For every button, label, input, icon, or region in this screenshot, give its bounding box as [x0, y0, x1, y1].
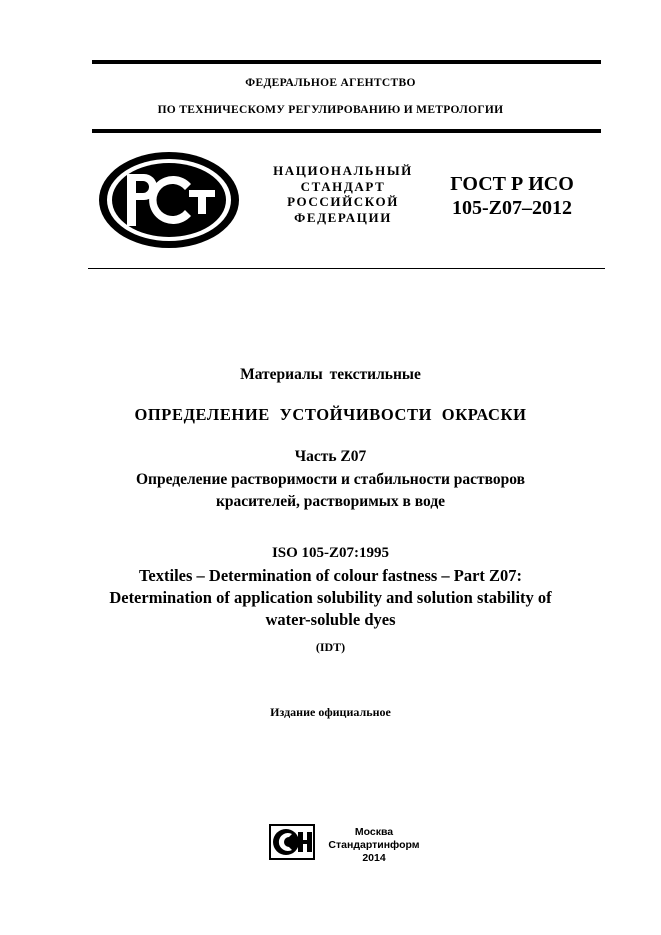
- national-standard-line-3: РОССИЙСКОЙ: [287, 194, 399, 209]
- agency-line-1: ФЕДЕРАЛЬНОЕ АГЕНТСТВО: [245, 77, 416, 89]
- document-part: Часть Z07: [294, 448, 367, 465]
- english-title-line-2: Determination of application solubility and solution stability of: [109, 588, 552, 607]
- header-rule: [92, 129, 601, 133]
- document-group-title: Материалы текстильные: [240, 366, 421, 383]
- national-standard-line-4: ФЕДЕРАЦИИ: [294, 209, 392, 225]
- identity-degree: (IDT): [315, 640, 346, 654]
- national-standard-label: [258, 163, 428, 225]
- agency-line-2: ПО ТЕХНИЧЕСКОМУ РЕГУЛИРОВАНИЮ И МЕТРОЛОГИИ: [157, 104, 504, 116]
- publisher-city: Москва: [354, 826, 394, 838]
- standard-designation: [432, 172, 592, 220]
- gost-r-logo-icon: [97, 150, 241, 250]
- publisher-year: 2014: [362, 852, 386, 864]
- standartinform-logo-icon: [269, 824, 315, 860]
- document-subtitle: [0, 469, 661, 513]
- english-title-line-3: water-soluble dyes: [265, 610, 396, 629]
- top-rule: [92, 60, 601, 64]
- iso-number: ISO 105-Z07:1995: [271, 545, 390, 561]
- subtitle-line-1: Определение растворимости и стабильности растворов: [135, 471, 526, 488]
- designation-line-2: 105-Z07–2012: [452, 197, 572, 219]
- designation-line-1: ГОСТ Р ИСО: [450, 173, 574, 195]
- document-main-title: ОПРЕДЕЛЕНИЕ УСТОЙЧИВОСТИ ОКРАСКИ: [134, 405, 527, 424]
- national-standard-line-2: СТАНДАРТ: [300, 178, 386, 194]
- national-standard-line-1: НАЦИОНАЛЬНЫЙ: [273, 163, 413, 178]
- edition-label: Издание официальное: [270, 705, 391, 719]
- publisher-info: [318, 826, 430, 865]
- header-bottom-rule: [88, 268, 605, 269]
- publisher-name: Стандартинформ: [328, 839, 420, 851]
- subtitle-line-2: красителей, растворимых в воде: [215, 493, 446, 510]
- english-title: [0, 565, 661, 631]
- english-title-line-1: Textiles – Determination of colour fastness – Part Z07:: [138, 566, 523, 585]
